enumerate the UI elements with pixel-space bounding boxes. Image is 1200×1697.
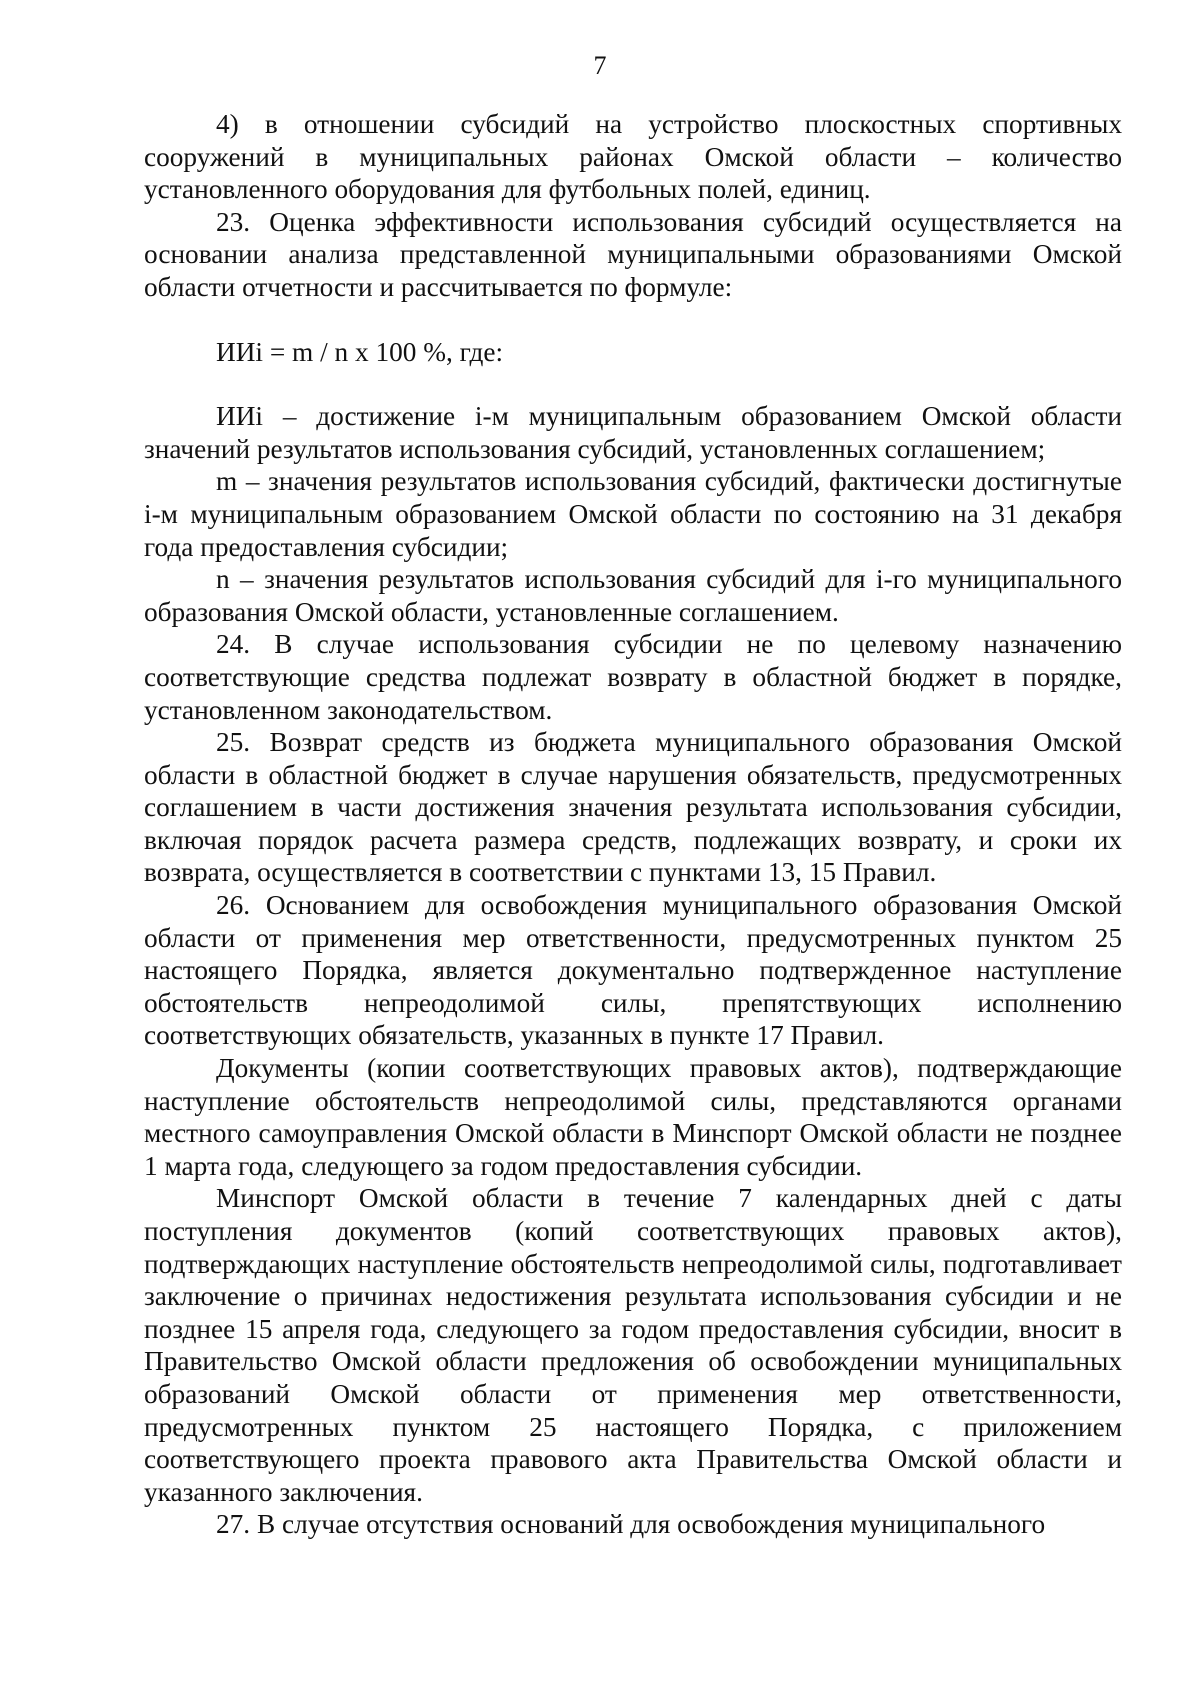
paragraph-27: 27. В случае отсутствия оснований для освобождения муниципального: [216, 1509, 1046, 1540]
paragraph-25: 25. Возврат средств из бюджета муниципального образования Омской области в областной бюджет в случае нарушения обязательств, предусмотренных соглашением в части достижения значения результата использования субсидии, включая порядок расчета размера средств, подлежащих возврату, и сроки их возврата, осуществляется в соответствии с пунктами 13, 15 Правил.: [144, 727, 1122, 888]
formula: ИИi = m / n x 100 %, где:: [216, 336, 504, 367]
paragraph-24: 24. В случае использования субсидии не по целевому назначению соответствующие средства подлежат возврату в областной бюджет в порядке, установленном законодательством.: [144, 629, 1122, 725]
paragraph-definition-m: m – значения результатов использования субсидий, фактически достигнутые i-м муниципальным образованием Омской области по состоянию на 31 декабря года предоставления субсидии;: [144, 466, 1122, 562]
paragraph-documents: Документы (копии соответствующих правовых актов), подтверждающие наступление обстоятельств непреодолимой силы, представляются органами местного самоуправления Омской области в Минспорт Омской области не позднее 1 марта года, следующего за годом предоставления субсидии.: [144, 1053, 1122, 1181]
document-body: [144, 108, 1122, 1541]
paragraph-definition-iii: ИИi – достижение i-м муниципальным образованием Омской области значений результатов использования субсидий, установленных соглашением;: [144, 401, 1122, 464]
paragraph-23: 23. Оценка эффективности использования субсидий осуществляется на основании анализа представленной муниципальными образованиями Омской области отчетности и рассчитывается по формуле:: [144, 206, 1122, 302]
page-number: 7: [593, 51, 607, 80]
paragraph-26: 26. Основанием для освобождения муниципального образования Омской области от применения мер ответственности, предусмотренных пунктом 25 настоящего Порядка, является документально подтвержденное наступление обстоятельств непреодолимой силы, препятствующих исполнению соответствующих обязательств, указанных в пункте 17 Правил.: [144, 890, 1122, 1051]
paragraph-minsport: Минспорт Омской области в течение 7 календарных дней с даты поступления документов (копий соответствующих правовых актов), подтверждающих наступление обстоятельств непреодолимой силы, подготавливает заключение о причинах недостижения результата использования субсидии и не позднее 15 апреля года, следующего за годом предоставления субсидии, вносит в Правительство Омской области предложения об освобождении муниципальных образований Омской области от применения мер ответственности, предусмотренных пунктом 25 настоящего Порядка, с приложением соответствующего проекта правового акта Правительства Омской области и указанного заключения.: [144, 1183, 1122, 1507]
paragraph-item-4: 4) в отношении субсидий на устройство плоскостных спортивных сооружений в муниципальных районах Омской области – количество установленного оборудования для футбольных полей, единиц.: [144, 109, 1122, 205]
paragraph-definition-n: n – значения результатов использования субсидий для i-го муниципального образования Омской области, установленные соглашением.: [144, 564, 1122, 627]
